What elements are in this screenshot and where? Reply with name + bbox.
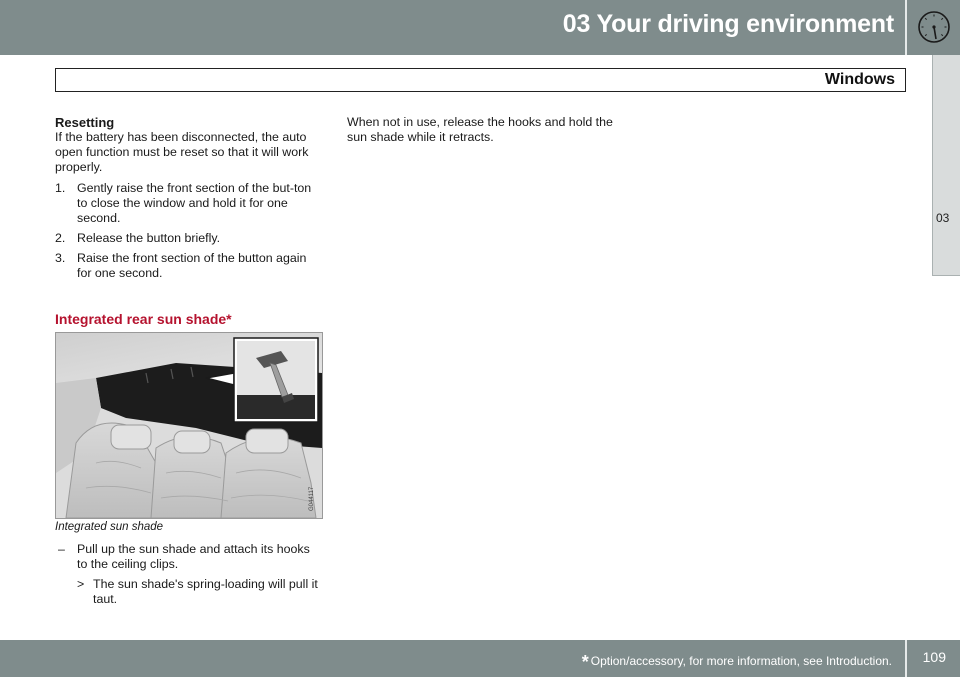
step-number: 1. bbox=[55, 181, 66, 195]
step-number: 2. bbox=[55, 231, 66, 245]
asterisk: * bbox=[581, 652, 589, 672]
option-footnote bbox=[582, 652, 892, 673]
speedometer-gauge-icon bbox=[907, 0, 960, 55]
result-text: The sun shade's spring-loading will pull it taut. bbox=[93, 577, 318, 606]
page-number-box bbox=[905, 640, 960, 677]
resetting-steps bbox=[55, 181, 323, 281]
result-mark: > bbox=[77, 577, 85, 591]
step-text: Gently raise the front section of the but-ton to close the window and hold it for one second. bbox=[77, 181, 312, 225]
step-text: Raise the front section of the button again for one second. bbox=[77, 251, 307, 280]
page-number: 109 bbox=[922, 649, 946, 665]
sun-shade-heading: Integrated rear sun shade* bbox=[55, 311, 232, 327]
instruction-item bbox=[55, 542, 323, 572]
sun-shade-illustration bbox=[55, 332, 323, 519]
instruction-text: Pull up the sun shade and attach its hooks to the ceiling clips. bbox=[77, 542, 310, 571]
result-item bbox=[55, 577, 323, 607]
gauge-icon-box bbox=[905, 0, 960, 55]
chapter-title: 03 Your driving environment bbox=[562, 10, 894, 38]
figure-caption: Integrated sun shade bbox=[55, 521, 164, 533]
section-bar bbox=[55, 68, 906, 92]
sun-shade-instructions bbox=[55, 542, 323, 607]
step-number: 3. bbox=[55, 251, 66, 265]
car-interior-drawing bbox=[56, 333, 322, 518]
step-item bbox=[55, 231, 323, 246]
chapter-header bbox=[0, 0, 960, 55]
section-title: Windows bbox=[824, 71, 895, 88]
chapter-side-tab bbox=[932, 55, 960, 276]
dash-mark: – bbox=[58, 542, 65, 556]
step-item bbox=[55, 251, 323, 281]
footnote-text: Option/accessory, for more information, see Introduction. bbox=[590, 654, 892, 668]
release-text: When not in use, release the hooks and hold the sun shade while it retracts. bbox=[347, 115, 613, 144]
right-column bbox=[347, 115, 617, 145]
step-text: Release the button briefly. bbox=[77, 231, 221, 245]
figure-code: G044117 bbox=[309, 486, 315, 511]
resetting-heading: Resetting bbox=[55, 115, 115, 130]
page-footer bbox=[0, 640, 960, 677]
resetting-intro: If the battery has been disconnected, the auto open function must be reset so that it will work properly. bbox=[55, 130, 309, 174]
step-item bbox=[55, 181, 323, 226]
left-column bbox=[55, 115, 323, 286]
chapter-side-tab-label: 03 bbox=[936, 211, 950, 225]
